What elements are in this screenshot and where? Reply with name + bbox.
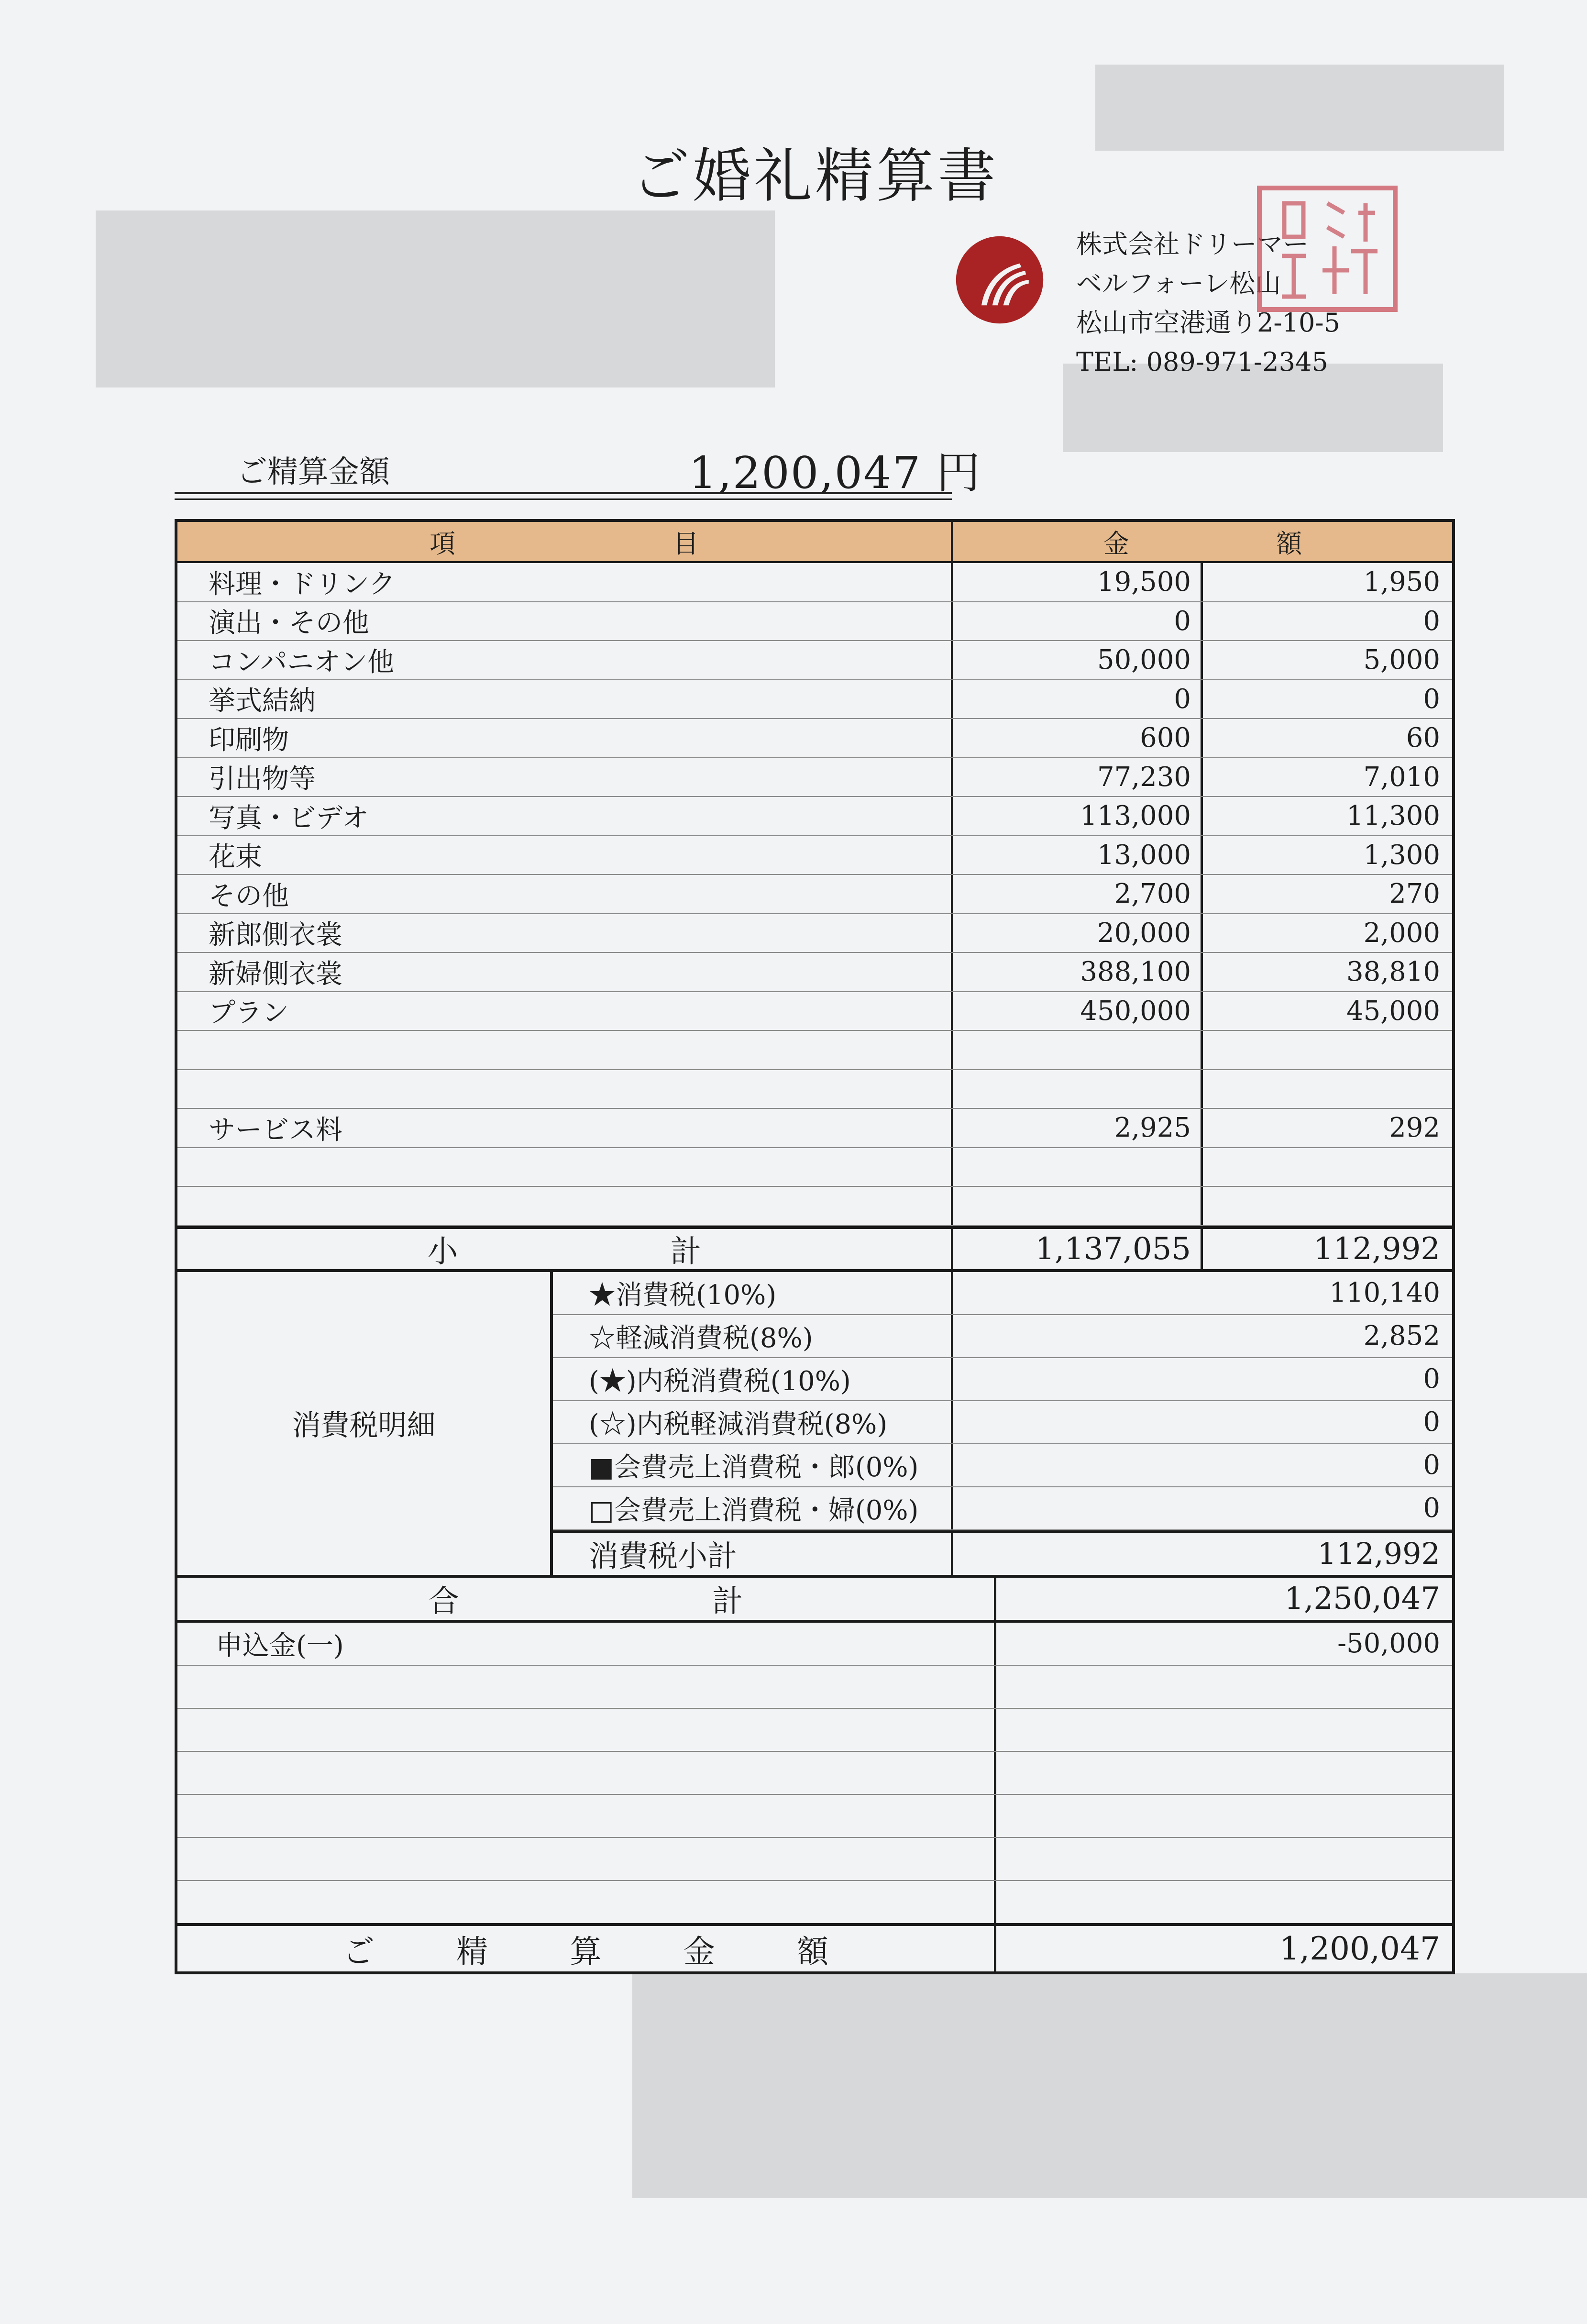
table-row [177, 953, 1452, 992]
row-item-name [177, 1187, 953, 1225]
summary-underline [175, 492, 952, 494]
row-amount: 13,000 [953, 836, 1203, 874]
row-item-name: サービス料 [177, 1109, 953, 1147]
row-item-name: 料理・ドリンク [177, 563, 953, 601]
header-amount [953, 522, 1452, 561]
deposit-label: 申込金(一) [177, 1623, 996, 1665]
row-item-name: 引出物等 [177, 758, 953, 797]
tax-row-value: 110,140 [1329, 1277, 1440, 1308]
table-row [177, 641, 1452, 680]
tax-detail-label: 消費税明細 [177, 1272, 553, 1575]
row-amount: 600 [953, 719, 1203, 757]
row-amount: 50,000 [953, 641, 1203, 679]
table-row [177, 1148, 1452, 1187]
subtotal-label-char1: 小 [427, 1234, 458, 1270]
row-tax: 292 [1389, 1112, 1440, 1144]
row-item-name: 演出・その他 [177, 602, 953, 641]
table-row [177, 680, 1452, 719]
row-tax: 0 [1423, 683, 1440, 715]
final-label-char: 金 [683, 1933, 715, 1970]
header-item-char1: 項 [430, 528, 456, 559]
row-amount: 19,500 [953, 563, 1203, 601]
row-amount: 113,000 [953, 797, 1203, 835]
row-tax [1203, 1187, 1452, 1225]
header-amount-char1: 金 [1103, 528, 1129, 559]
row-tax: 7,010 [1363, 761, 1440, 793]
tax-detail-rows [553, 1272, 1452, 1575]
row-tax: 11,300 [1346, 800, 1440, 832]
final-amount-row [177, 1923, 1452, 1971]
row-tax: 5,000 [1363, 644, 1440, 676]
tax-row-value: 0 [1423, 1363, 1440, 1394]
document-title: ご婚礼精算書 [631, 142, 999, 210]
row-tax: 270 [1389, 878, 1440, 910]
final-amount-label [177, 1926, 996, 1971]
table-row [177, 758, 1452, 797]
row-tax: 1,300 [1363, 839, 1440, 871]
table-row [177, 602, 1452, 642]
row-tax [1203, 1148, 1452, 1186]
tax-row-name: ★消費税(10%) [553, 1272, 953, 1314]
table-row [177, 836, 1452, 875]
row-amount: 0 [953, 680, 1203, 719]
row-tax [1203, 1031, 1452, 1069]
table-row [177, 1187, 1452, 1226]
tax-row [553, 1358, 1452, 1401]
row-item-name: 写真・ビデオ [177, 797, 953, 835]
row-item-name: 挙式結納 [177, 680, 953, 719]
company-venue: ベルフォーレ松山 [1076, 268, 1281, 299]
tax-row [553, 1272, 1452, 1315]
header-item [177, 522, 953, 561]
row-amount: 20,000 [953, 914, 1203, 952]
total-row [177, 1578, 1452, 1623]
row-amount: 388,100 [953, 953, 1203, 991]
total-value: 1,250,047 [1284, 1581, 1440, 1616]
row-item-name: その他 [177, 875, 953, 913]
table-row [177, 1109, 1452, 1148]
item-rows [177, 563, 1452, 1226]
row-amount [953, 1187, 1203, 1225]
company-seal-stamp [1256, 184, 1399, 313]
table-row [177, 563, 1452, 602]
header-item-char2: 目 [672, 528, 699, 559]
subtotal-label-char2: 計 [670, 1234, 701, 1270]
settlement-table [175, 519, 1455, 1974]
total-label-char2: 計 [712, 1583, 743, 1619]
row-item-name: 印刷物 [177, 719, 953, 757]
deposit-value: -50,000 [1337, 1628, 1440, 1659]
tax-row-name: ☆軽減消費税(8%) [553, 1315, 953, 1357]
table-row [177, 797, 1452, 836]
final-label-char: ご [342, 1933, 375, 1970]
row-item-name [177, 1031, 953, 1069]
empty-row [177, 1795, 1452, 1838]
row-item-name: 新婦側衣裳 [177, 953, 953, 991]
company-tel: TEL: 089-971-2345 [1076, 347, 1328, 377]
empty-row [177, 1881, 1452, 1923]
tax-subtotal-label: 消費税小計 [553, 1533, 953, 1575]
row-tax [1203, 1070, 1452, 1108]
final-label-char: 算 [570, 1933, 602, 1970]
redacted-area-top-right [1095, 65, 1504, 151]
company-name: 株式会社ドリーマー [1076, 229, 1309, 259]
final-label-char: 精 [456, 1933, 488, 1970]
summary-value: 1,200,047 円 [689, 447, 981, 498]
empty-row [177, 1752, 1452, 1795]
row-item-name: 花束 [177, 836, 953, 874]
tax-row-name: (★)内税消費税(10%) [553, 1358, 953, 1400]
redacted-area-bottom [632, 1973, 1587, 2198]
tax-detail-section [177, 1272, 1452, 1578]
row-item-name: プラン [177, 992, 953, 1030]
table-row [177, 992, 1452, 1031]
table-row [177, 914, 1452, 953]
summary-label: ご精算金額 [237, 454, 390, 490]
tax-row-name: ■会費売上消費税・郎(0%) [553, 1444, 953, 1486]
row-amount: 0 [953, 602, 1203, 641]
row-amount [953, 1031, 1203, 1069]
row-item-name [177, 1070, 953, 1108]
final-amount-value: 1,200,047 [1279, 1930, 1440, 1967]
tax-row [553, 1444, 1452, 1487]
row-amount: 2,925 [953, 1109, 1203, 1147]
tax-row-name: □会費売上消費税・婦(0%) [553, 1487, 953, 1529]
deposit-row [177, 1623, 1452, 1666]
company-address: 松山市空港通り2-10-5 [1076, 308, 1340, 338]
table-row [177, 1031, 1452, 1070]
tax-row [553, 1401, 1452, 1444]
tax-subtotal-row [553, 1530, 1452, 1575]
subtotal-amount: 1,137,055 [953, 1229, 1203, 1269]
redacted-area-recipient [96, 210, 775, 387]
row-item-name [177, 1148, 953, 1186]
row-tax: 1,950 [1363, 566, 1440, 598]
row-tax: 38,810 [1346, 956, 1440, 988]
row-amount: 77,230 [953, 758, 1203, 797]
empty-row [177, 1838, 1452, 1881]
row-tax: 45,000 [1346, 995, 1440, 1027]
tax-row-name: (☆)内税軽減消費税(8%) [553, 1401, 953, 1443]
row-amount [953, 1148, 1203, 1186]
company-logo [954, 234, 1045, 325]
row-amount [953, 1070, 1203, 1108]
row-tax: 60 [1406, 722, 1440, 754]
total-label-char1: 合 [428, 1583, 459, 1619]
row-tax: 0 [1423, 605, 1440, 637]
subtotal-row [177, 1226, 1452, 1272]
empty-row [177, 1666, 1452, 1709]
table-header [177, 522, 1452, 563]
tax-row [553, 1315, 1452, 1358]
summary-underline-double [175, 498, 952, 500]
tax-row-value: 0 [1423, 1450, 1440, 1481]
tax-subtotal-value: 112,992 [1317, 1536, 1440, 1571]
row-item-name: 新郎側衣裳 [177, 914, 953, 952]
tax-row-value: 0 [1423, 1406, 1440, 1438]
table-row [177, 1070, 1452, 1109]
empty-row [177, 1709, 1452, 1752]
tax-row [553, 1487, 1452, 1530]
tax-row-value: 0 [1423, 1493, 1440, 1524]
table-row [177, 875, 1452, 914]
table-row [177, 719, 1452, 758]
header-amount-char2: 額 [1276, 528, 1302, 559]
row-amount: 2,700 [953, 875, 1203, 913]
subtotal-tax: 112,992 [1313, 1231, 1440, 1267]
row-item-name: コンパニオン他 [177, 641, 953, 679]
final-label-char: 額 [797, 1933, 829, 1970]
row-amount: 450,000 [953, 992, 1203, 1030]
row-tax: 2,000 [1363, 917, 1440, 949]
tax-row-value: 2,852 [1363, 1320, 1440, 1351]
